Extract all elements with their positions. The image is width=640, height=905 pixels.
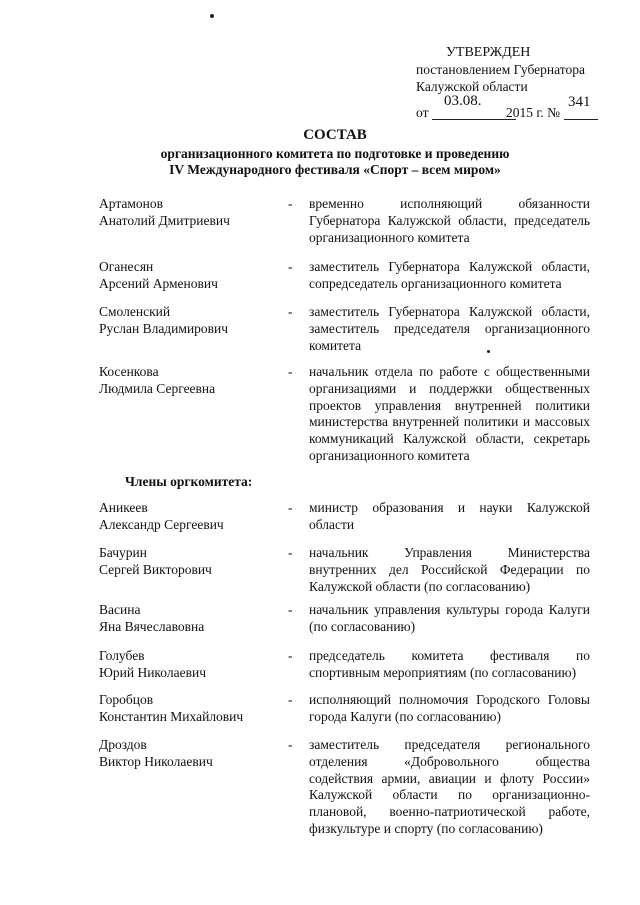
scan-speck bbox=[210, 14, 214, 18]
surname: Бачурин bbox=[99, 545, 147, 560]
dash-separator: - bbox=[288, 500, 293, 515]
person-name bbox=[99, 648, 279, 682]
dash-separator: - bbox=[288, 545, 293, 560]
dash-separator: - bbox=[288, 196, 293, 211]
approval-line: Калужской области bbox=[416, 79, 528, 94]
members-heading: Члены оргкомитета: bbox=[125, 474, 253, 489]
document-subtitle-line: IV Международного фестиваля «Спорт – всем миром» bbox=[169, 162, 501, 177]
position-description: исполняющий полномочия Городского Головы города Калуги (по согласованию) bbox=[309, 692, 590, 724]
document-subtitle-line: организационного комитета по подготовке и проведению bbox=[160, 146, 510, 161]
handwritten-date: 03.08. bbox=[444, 93, 482, 109]
year-text: 2015 г. № bbox=[506, 105, 561, 120]
approval-stamp bbox=[416, 44, 616, 121]
person-name bbox=[99, 602, 279, 636]
person-name bbox=[99, 259, 279, 293]
dash-separator: - bbox=[288, 692, 293, 707]
position-description: заместитель Губернатора Калужской области, заместитель председателя организационного комитета bbox=[309, 304, 590, 353]
surname: Артамонов bbox=[99, 196, 164, 211]
surname: Горобцов bbox=[99, 692, 154, 707]
given-names: Константин Михайлович bbox=[99, 708, 244, 724]
document-title-block bbox=[100, 126, 570, 178]
person-name bbox=[99, 364, 279, 398]
surname: Косенкова bbox=[99, 364, 159, 379]
person-name bbox=[99, 304, 279, 338]
person-name bbox=[99, 737, 279, 771]
surname: Васина bbox=[99, 602, 141, 617]
given-names: Виктор Николаевич bbox=[99, 753, 213, 769]
number-blank-line bbox=[564, 119, 598, 120]
position-description: заместитель Губернатора Калужской области, сопредседатель организационного комитета bbox=[309, 259, 590, 291]
position-description: министр образования и науки Калужской области bbox=[309, 500, 590, 532]
position-description: временно исполняющий обязанности Губернатора Калужской области, председатель организационного комитета bbox=[309, 196, 590, 245]
approval-date-line bbox=[416, 95, 616, 121]
handwritten-number: 341 bbox=[568, 94, 591, 110]
date-blank-line bbox=[432, 119, 516, 120]
surname: Оганесян bbox=[99, 259, 154, 274]
dash-separator: - bbox=[288, 602, 293, 617]
position-description: начальник отдела по работе с общественными организациями и поддержки общественных проектов управления внутренней политики министерства внутренней политики и массовых коммуникаций Калужской области, секретарь организационного комитета bbox=[309, 364, 590, 463]
position-description: начальник управления культуры города Калуги (по согласованию) bbox=[309, 602, 590, 634]
dash-separator: - bbox=[288, 259, 293, 274]
approval-line: постановлением Губернатора bbox=[416, 62, 585, 77]
given-names: Арсений Арменович bbox=[99, 275, 218, 291]
given-names: Руслан Владимирович bbox=[99, 320, 229, 336]
given-names: Яна Вячеславовна bbox=[99, 618, 205, 634]
given-names: Анатолий Дмитриевич bbox=[99, 212, 230, 228]
given-names: Людмила Сергеевна bbox=[99, 380, 216, 396]
given-names: Сергей Викторович bbox=[99, 561, 212, 577]
dash-separator: - bbox=[288, 648, 293, 663]
surname: Дроздов bbox=[99, 737, 147, 752]
surname: Голубев bbox=[99, 648, 145, 663]
position-description: председатель комитета фестиваля по спортивным мероприятиям (по согласованию) bbox=[309, 648, 590, 680]
dash-separator: - bbox=[288, 304, 293, 319]
person-name bbox=[99, 500, 279, 534]
position-description: заместитель председателя регионального отделения «Добровольного общества содействия армии, авиации и флоту России» Калужской области по организационно-плановой, военно-патриотической работе, физкультуре и спорту (по согласованию) bbox=[309, 737, 590, 836]
surname: Аникеев bbox=[99, 500, 148, 515]
given-names: Александр Сергеевич bbox=[99, 516, 224, 532]
surname: Смоленский bbox=[99, 304, 171, 319]
position-description: начальник Управления Министерства внутренних дел Российской Федерации по Калужской области (по согласованию) bbox=[309, 545, 590, 594]
person-name bbox=[99, 692, 279, 726]
date-prefix: от bbox=[416, 105, 429, 120]
person-name bbox=[99, 196, 279, 230]
given-names: Юрий Николаевич bbox=[99, 664, 206, 680]
approval-heading: УТВЕРЖДЕН bbox=[446, 45, 531, 60]
dash-separator: - bbox=[288, 364, 293, 379]
document-title: СОСТАВ bbox=[303, 127, 367, 143]
person-name bbox=[99, 545, 279, 579]
dash-separator: - bbox=[288, 737, 293, 752]
